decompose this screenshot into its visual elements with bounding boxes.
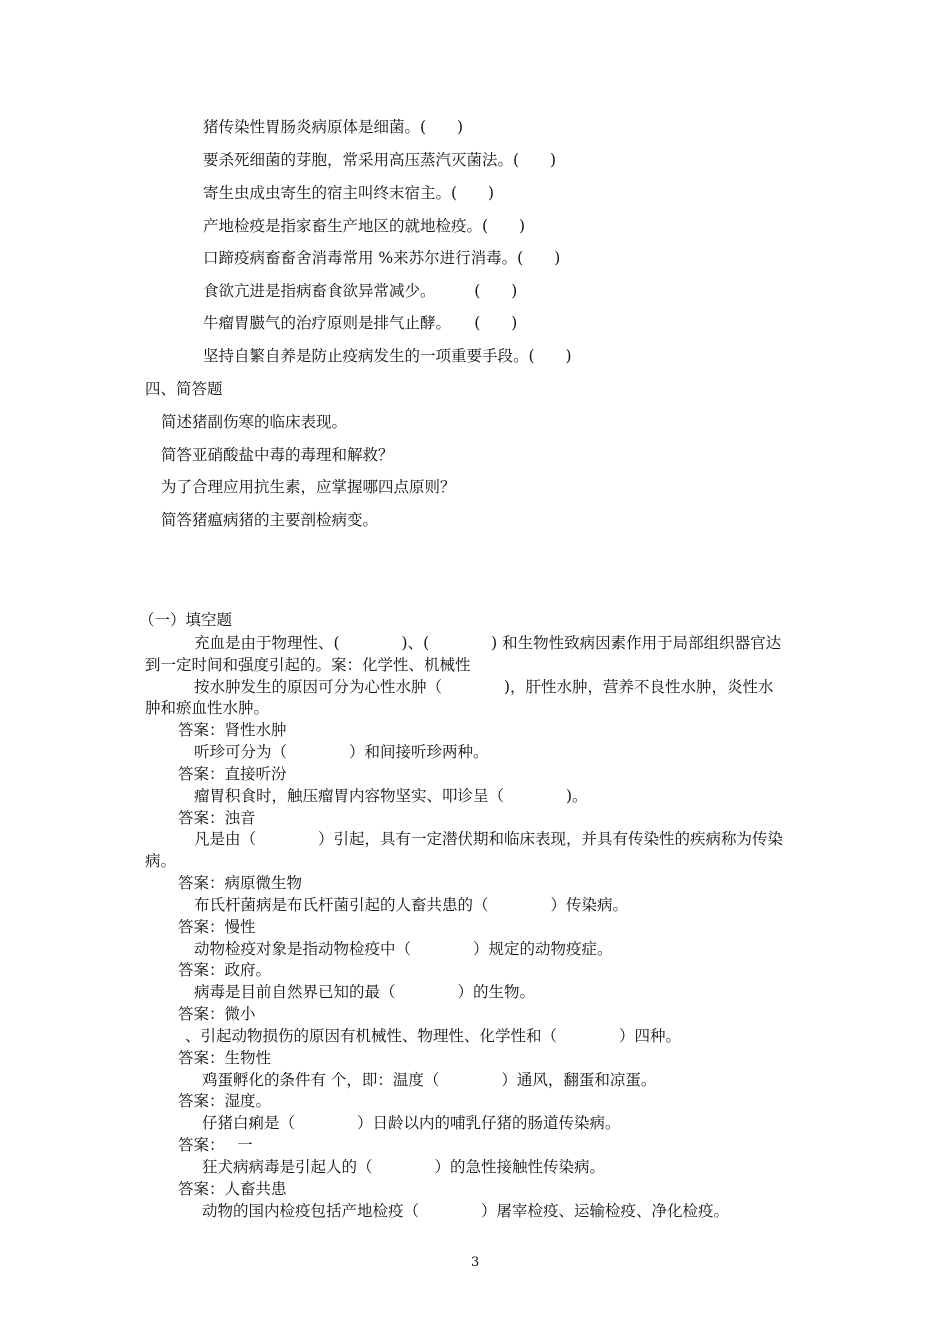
answer-line: 答案：慢性 [178, 918, 256, 936]
true-false-item: 口蹄疫病畜畜舍消毒常用 %来苏尔进行消毒。( ) [203, 249, 561, 267]
answer-line: 答案：湿度。 [178, 1092, 272, 1110]
fill-blank-line: 动物的国内检疫包括产地检疫（ ）屠宰检疫、运输检疫、净化检疫。 [202, 1202, 730, 1220]
true-false-item: 坚持自繁自养是防止疫病发生的一项重要手段。( ) [203, 347, 572, 365]
section-heading-short-answer: 四、简答题 [145, 380, 223, 398]
answer-line: 答案：浊音 [178, 809, 256, 827]
fill-blank-line: 听珍可分为（ ）和间接听珍两种。 [194, 743, 489, 761]
fill-blank-line: 瘤胃积食时，触压瘤胃内容物坚实、叩诊呈（ )。 [194, 787, 588, 805]
true-false-item: 食欲亢进是指病畜食欲异常减少。 ( ) [203, 282, 518, 300]
fill-blank-line: 凡是由（ ）引起，具有一定潜伏期和临床表现，并具有传染性的疾病称为传染 [194, 830, 784, 848]
short-answer-item: 简答猪瘟病猪的主要剖检病变。 [161, 511, 379, 529]
answer-line: 答案： 一 [178, 1136, 253, 1154]
answer-line: 答案：人畜共患 [178, 1180, 287, 1198]
answer-line: 答案：政府。 [178, 961, 272, 979]
fill-blank-line: 狂犬病病毒是引起人的（ ）的急性接触性传染病。 [202, 1158, 606, 1176]
fill-blank-line: 动物检疫对象是指动物检疫中（ ）规定的动物疫症。 [194, 940, 613, 958]
fill-blank-line: 按水肿发生的原因可分为心性水肿（ )，肝性水肿，营养不良性水肿，炎性水 [194, 678, 774, 696]
true-false-item: 牛瘤胃臌气的治疗原则是排气止酵。 ( ) [203, 314, 518, 332]
short-answer-item: 为了合理应用抗生素，应掌握哪四点原则？ [161, 478, 456, 496]
fill-blank-line: 肿和瘀血性水肿。 [145, 699, 270, 717]
answer-line: 答案：直接听汾 [178, 765, 287, 783]
short-answer-item: 简述猪副伤寒的临床表现。 [161, 413, 348, 431]
true-false-item: 要杀死细菌的芽胞，常采用高压蒸汽灭菌法。( ) [203, 151, 557, 169]
fill-blank-line: 、引起动物损伤的原因有机械性、物理性、化学性和（ ）四种。 [185, 1027, 682, 1045]
section-heading-fill-blank: （一）填空题 [139, 611, 233, 629]
true-false-item: 产地检疫是指家畜生产地区的就地检疫。( ) [203, 217, 526, 235]
true-false-item: 寄生虫成虫寄生的宿主叫终末宿主。( ) [203, 184, 495, 202]
page-number: 3 [471, 1255, 480, 1270]
answer-line: 答案：病原微生物 [178, 874, 303, 892]
fill-blank-line: 病。 [145, 852, 177, 870]
answer-line: 答案：生物性 [178, 1049, 272, 1067]
fill-blank-line: 充血是由于物理性、( )、( ) 和生物性致病因素作用于局部组织器官达 [194, 634, 782, 652]
fill-blank-line: 鸡蛋孵化的条件有 个，即：温度（ ）通风，翻蛋和凉蛋。 [202, 1071, 657, 1089]
true-false-item: 猪传染性胃肠炎病原体是细菌。( ) [203, 118, 464, 136]
answer-line: 答案：肾性水肿 [178, 721, 287, 739]
fill-blank-line: 到一定时间和强度引起的。案：化学性、机械性 [145, 656, 471, 674]
answer-line: 答案：微小 [178, 1005, 256, 1023]
fill-blank-line: 仔猪白痢是（ ）日龄以内的哺乳仔猪的肠道传染病。 [202, 1114, 621, 1132]
fill-blank-line: 布氏杆菌病是布氏杆菌引起的人畜共患的（ ）传染病。 [194, 896, 629, 914]
fill-blank-line: 病毒是目前自然界已知的最（ ）的生物。 [194, 983, 536, 1001]
short-answer-item: 简答亚硝酸盐中毒的毒理和解救？ [161, 446, 394, 464]
